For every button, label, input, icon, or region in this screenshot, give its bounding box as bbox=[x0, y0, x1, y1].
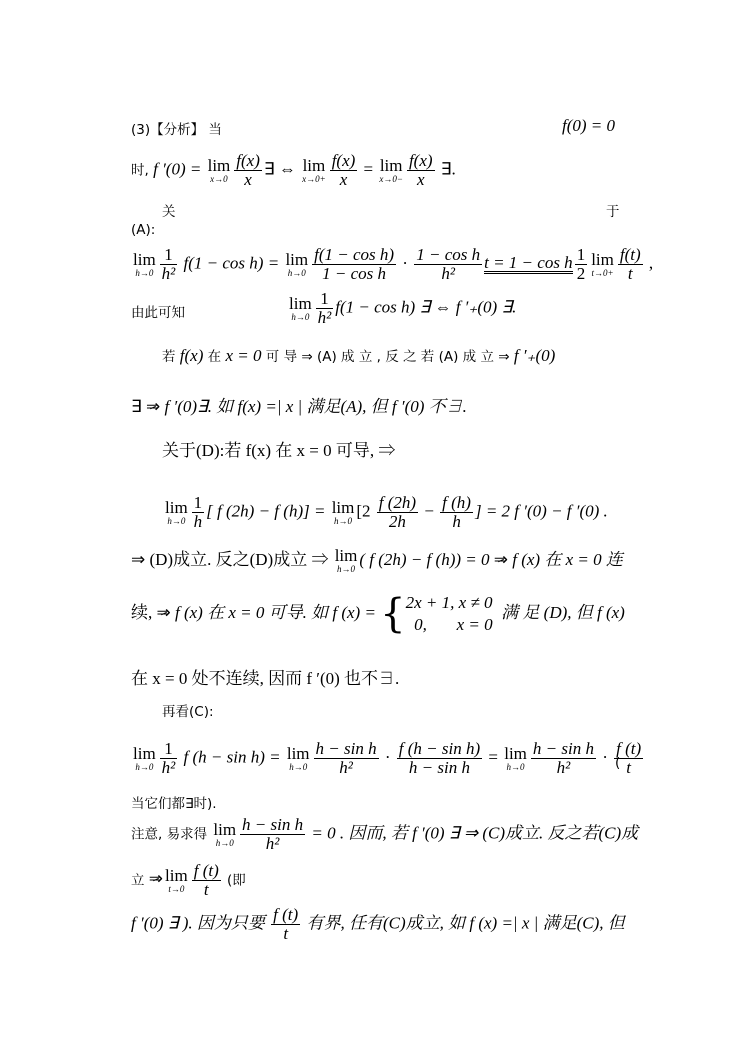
line-10-formula: lim h→0 $\frac{1}{h}$ [ f (2h) − f (h)] = lim h→0 [2 $\frac{f (2h)}{2h}$ − $\frac{f (h)}{h}$ ] = 2 f ′(0) − f ′(0) . bbox=[165, 493, 608, 531]
line-1-label: (3)【分析】 当 bbox=[131, 122, 222, 138]
fraction: $\frac{1}{\text{h²}}$ bbox=[161, 245, 176, 283]
fraction: $\frac{f(t)}{t}$ bbox=[619, 245, 641, 283]
line-15-formula: lim h→0 $\frac{1}{\text{h²}}$ f (h − sin h) = lim h→0 $\frac{\text{h − sin h}}{\text{h²}}$ · $\frac{\text{f (h − sin h)}}{\text{h − sin h}}$ = lim h→0 $\frac{\text{h − sin h}}{\text{h²}}$ · $\frac{f (t)}{t}$ bbox=[133, 739, 642, 777]
text-fragment: 可 导 ⇒ (A) 成 立 , 反 之 若 (A) 成 立 ⇒ bbox=[261, 349, 514, 365]
fraction: $\frac{1}{\text{h²}}$ bbox=[317, 289, 332, 327]
fraction: $\frac{1}{2}$ bbox=[576, 245, 586, 283]
line-11 bbox=[131, 545, 623, 574]
limit-symbol: lim h→0 bbox=[504, 743, 527, 772]
line-5-formula: lim h→0 $\frac{1}{\text{h²}}$ f(1 − cos h) = lim h→0 $\frac{\text{f(1 − cos h)}}{\text{1 − cos h}}$ · $\frac{\text{1 − cos h}}{\text{h²}}$ t = 1 − cos h $\frac{1}{2}$ lim t→0+ $\frac{f(t)}{t}$ , bbox=[133, 245, 654, 283]
line-14: 再看(C): bbox=[162, 704, 214, 720]
line-16: 当它们都∃时). bbox=[131, 796, 217, 812]
limit-symbol: lim h→0 bbox=[331, 497, 355, 526]
fraction: $\frac{1}{h}$ bbox=[193, 493, 203, 531]
text-fragment: 若 bbox=[162, 349, 180, 365]
text-fragment: (即 bbox=[222, 872, 246, 889]
not-implies-symbol: ⇒ bbox=[493, 550, 508, 569]
limit-symbol: lim t→0+ bbox=[591, 249, 614, 278]
limit-symbol: lim x→0 bbox=[207, 155, 231, 184]
line-4: (A): bbox=[131, 222, 156, 238]
limit-symbol: lim h→0 bbox=[133, 249, 156, 278]
formula-fragment: f ′₊(0) bbox=[513, 346, 556, 365]
fraction: $\frac{f (h)}{h}$ bbox=[442, 493, 471, 531]
limit-symbol: lim t→0 bbox=[165, 865, 188, 894]
fraction: $\frac{\text{f (h − sin h)}}{\text{h − sin h}}$ bbox=[398, 739, 481, 777]
fraction: $\frac{f (2h)}{2h}$ bbox=[378, 493, 417, 531]
text-fragment: 立 bbox=[131, 872, 149, 889]
line-3-left: 关 bbox=[162, 204, 176, 220]
not-implies-symbol: ⇒ bbox=[156, 602, 171, 622]
line-1-formula: f(0) = 0 bbox=[562, 116, 616, 135]
line-2: 时, f ′(0) = lim x→0 $\frac{f(x)}{x}$ ∃ ⇔ lim x→0+ $\frac{f(x)}{x}$ = lim x→0− $\frac{f(x)}{x}$ ∃. bbox=[131, 151, 456, 189]
formula-fragment: = 0 . 因而, 若 f ′(0) ∃ ⇒ (C)成立. 反之若(C)成 bbox=[307, 823, 639, 843]
not-implies-symbol: ⇒ bbox=[148, 869, 164, 889]
formula-fragment: f ′(0)∃. 如 f(x) =| x | 满足(A), 但 f ′(0) 不∃. bbox=[160, 397, 467, 416]
line-17 bbox=[131, 816, 638, 853]
text-fragment: 注意, 易求得 bbox=[131, 826, 212, 843]
limit-symbol: lim h→0 bbox=[133, 743, 156, 772]
fraction: $\frac{f(x)}{x}$ bbox=[408, 151, 433, 189]
line-19 bbox=[131, 906, 625, 943]
line-7 bbox=[162, 345, 555, 366]
limit-symbol: lim h→0 bbox=[334, 546, 358, 575]
formula-fragment: f ′(0) ∃ ). 因为只要 bbox=[131, 913, 270, 933]
fraction: $\frac{\text{1 − cos h}}{\text{h²}}$ bbox=[416, 245, 481, 283]
line-9: 关于(D):若 f(x) 在 x = 0 可导, ⇒ bbox=[162, 441, 396, 460]
line-8 bbox=[131, 392, 467, 417]
formula-fragment: f (x) 在 x = 0 可导. 如 f (x) = bbox=[170, 602, 381, 622]
fraction: $\frac{f (t)}{t}$ bbox=[193, 861, 219, 899]
formula-fragment: 续, bbox=[131, 602, 157, 622]
formula-fragment: ⇒ (D)成立. 反之(D)成立 ⇒ bbox=[131, 550, 333, 569]
fraction: $\frac{1}{\text{h²}}$ bbox=[161, 739, 176, 777]
formula-fragment: ∃ ⇔ bbox=[263, 159, 301, 179]
formula-fragment: f (x) 在 x = 0 连 bbox=[507, 550, 623, 569]
fraction: $\frac{f(x)}{x}$ bbox=[331, 151, 356, 189]
not-implies-symbol: ⇒ bbox=[146, 397, 161, 416]
formula-fragment: f ′(0) = bbox=[153, 159, 206, 179]
fraction: $\frac{\text{h − sin h}}{\text{h²}}$ bbox=[532, 739, 594, 777]
line-3-right: 于 bbox=[606, 204, 620, 220]
fraction: $\frac{\text{f(1 − cos h)}}{\text{1 − cos h}}$ bbox=[314, 245, 395, 283]
limit-symbol: lim h→0 bbox=[286, 743, 310, 772]
fraction: $\frac{f(x)}{x}$ bbox=[236, 151, 260, 189]
limit-symbol: lim x→0+ bbox=[302, 155, 326, 184]
limit-symbol: lim h→0 bbox=[285, 249, 309, 278]
left-brace: { bbox=[380, 591, 406, 637]
formula-fragment: ( f (2h) − f (h)) = 0 bbox=[359, 550, 494, 569]
fraction: $\frac{\text{h − sin h}}{\text{h²}}$ bbox=[242, 815, 304, 853]
formula-fragment: x = 0 bbox=[225, 346, 262, 365]
line-6-formula bbox=[287, 290, 516, 327]
line-13: 在 x = 0 处不连续, 因而 f ′(0) 也不∃. bbox=[131, 669, 400, 688]
line-18 bbox=[131, 862, 246, 899]
fraction: $\frac{f (t)}{t}$ bbox=[273, 905, 299, 943]
text-fragment: 时, bbox=[131, 162, 154, 179]
formula-fragment: 满 足 (D), 但 f (x) bbox=[501, 602, 625, 622]
line-6-label: 由此可知 bbox=[131, 305, 185, 321]
limit-symbol: lim h→0 bbox=[213, 819, 237, 848]
formula-fragment: f(1 − cos h) ∃ ⇔ f ′₊(0) ∃. bbox=[335, 297, 517, 317]
piecewise-cases: 2x + 1, x ≠ 0 0, x = 0 bbox=[405, 593, 493, 634]
line-12 bbox=[131, 592, 625, 636]
fraction: $\frac{\text{h − sin h}}{\text{h²}}$ bbox=[315, 739, 377, 777]
formula-fragment: 有界, 任有(C)成立, 如 f (x) =| x | 满足(C), 但 bbox=[302, 913, 625, 933]
text-fragment: 在 bbox=[203, 349, 226, 365]
fraction: $\frac{f (t)}{t}$ bbox=[616, 739, 642, 777]
limit-symbol: lim h→0 bbox=[165, 497, 188, 526]
limit-symbol: lim h→0 bbox=[289, 293, 312, 322]
formula-fragment: ∃ bbox=[131, 397, 146, 416]
line-15-tail: ( bbox=[615, 755, 621, 771]
formula-fragment: f(x) bbox=[179, 346, 204, 365]
limit-symbol: lim x→0− bbox=[379, 155, 403, 184]
substitution: t = 1 − cos h bbox=[484, 253, 573, 273]
formula-fragment: ∃. bbox=[436, 159, 456, 179]
